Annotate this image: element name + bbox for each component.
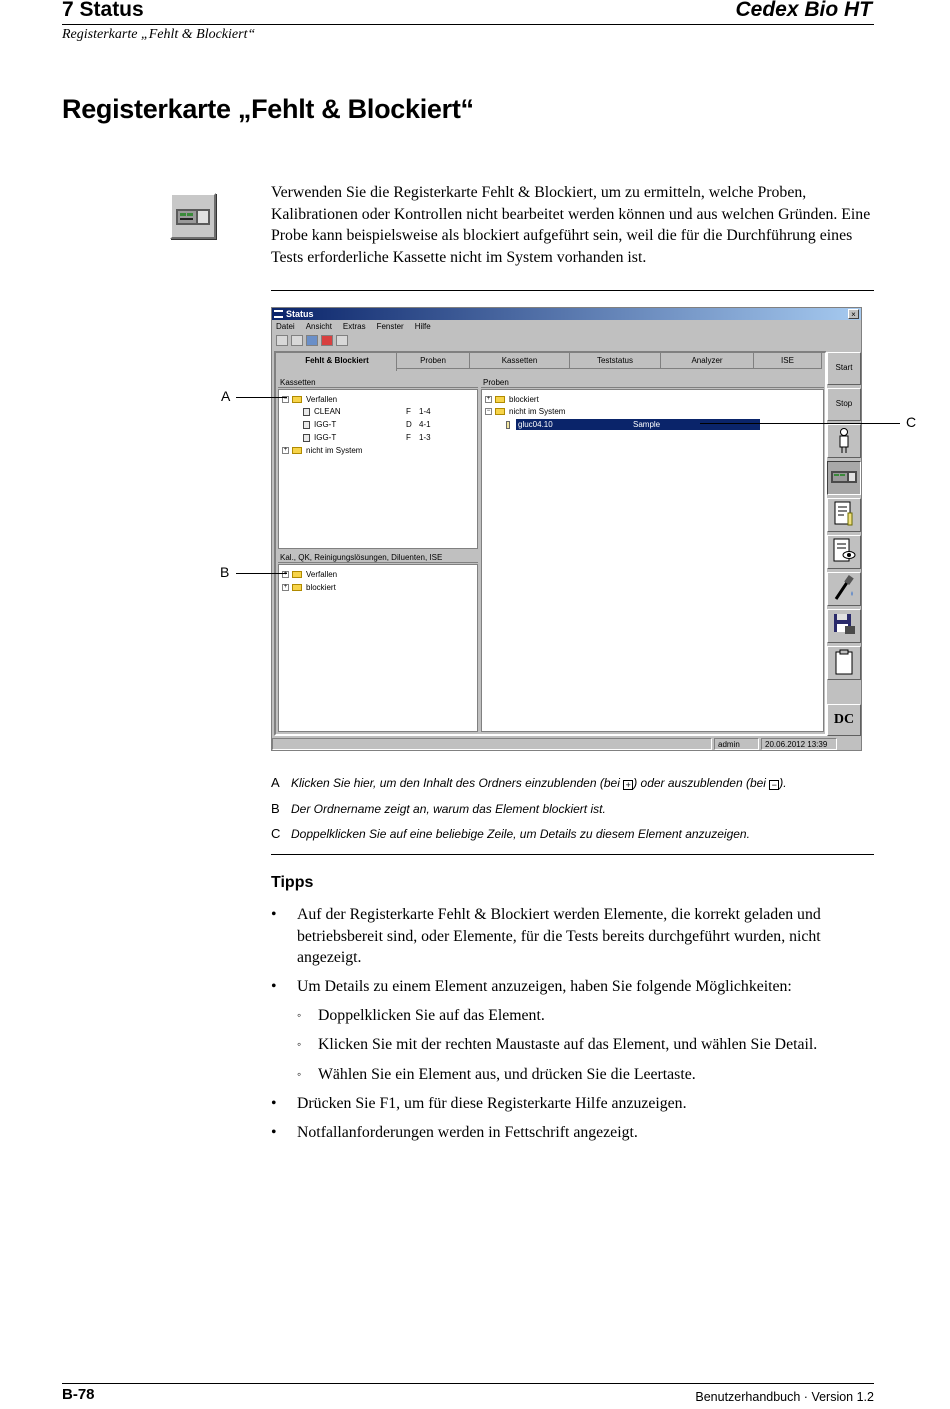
expand-toggle-icon[interactable]: + — [283, 447, 288, 454]
status-button-active[interactable] — [827, 461, 861, 495]
tree-row-sample-selected[interactable] — [506, 419, 760, 430]
status-message-field — [272, 738, 712, 750]
chapter-heading: 7 Status — [62, 0, 144, 21]
intro-paragraph: Verwenden Sie die Registerkarte Fehlt & Blockiert, um zu ermitteln, welche Proben, Kalibrationen oder Kontrollen nicht bearbeitet werden können und aus welchen Gründen. Eine Probe kann beispielsweise als blockiert aufgeführt sein, weil die für die Durchführung eines Tests erforderliche Kassette nicht im System vorhanden ist. — [271, 184, 871, 266]
menu-fenster[interactable]: Fenster — [376, 322, 404, 331]
status-window-screenshot — [271, 307, 862, 751]
selected-sample-highlight[interactable]: gluc04.10 Sample — [516, 419, 760, 430]
bullet: • — [271, 978, 277, 995]
calibration-tree — [278, 564, 478, 732]
legend-key: A — [271, 775, 280, 790]
plus-box-icon: + — [623, 780, 633, 790]
bullet: • — [271, 1124, 277, 1141]
tips-heading: Tipps — [271, 874, 314, 891]
stop-button[interactable]: Stop — [827, 388, 861, 421]
tab-analyzer[interactable]: Analyzer — [661, 353, 754, 369]
footer-rule — [62, 1383, 874, 1384]
expand-toggle-icon[interactable]: + — [486, 396, 491, 403]
section-rule-bottom — [271, 854, 874, 855]
tip-subitem: ◦ Wählen Sie ein Element aus, und drücken Sie die Leertaste. — [271, 1064, 876, 1086]
system-menu-icon[interactable] — [274, 310, 283, 318]
tab-missing-blocked[interactable]: Fehlt & Blockiert — [278, 353, 397, 371]
tree-row-cassette[interactable]: IGG-T D 4-1 — [303, 419, 473, 430]
dc-button[interactable]: DC — [827, 704, 861, 736]
cassettes-header: Kassetten — [278, 377, 478, 388]
pipette-icon — [831, 573, 857, 603]
callout-c: C — [906, 414, 917, 430]
tip-item: • Auf der Registerkarte Fehlt & Blockiert werden Elemente, die korrekt geladen und betriebsbereit sind, oder Elemente, für die Tests bereits durchgeführt wurden, nicht angezeigt. — [271, 906, 821, 966]
leader-line-a — [236, 397, 287, 398]
document-version: Benutzerhandbuch · Version 1.2 — [695, 1390, 874, 1404]
tree-folder-blocked[interactable]: + blockiert — [283, 583, 336, 592]
menu-hilfe[interactable]: Hilfe — [414, 322, 431, 331]
review-button[interactable] — [827, 535, 861, 569]
cassette-icon — [303, 421, 310, 429]
legend-text: Der Ordnername zeigt an, warum das Element blockiert ist. — [291, 802, 606, 816]
close-button[interactable]: × — [848, 309, 859, 319]
folder-icon — [495, 396, 505, 403]
menu-extras[interactable]: Extras — [342, 322, 366, 331]
menu-bar — [272, 321, 431, 333]
minus-box-icon: − — [769, 780, 779, 790]
backup-button[interactable] — [827, 609, 861, 643]
status-user: admin — [714, 738, 759, 750]
monitor-icon[interactable] — [306, 335, 318, 346]
print-icon[interactable] — [291, 335, 303, 346]
sub-bullet: ◦ — [297, 1067, 302, 1081]
tree-folder-blocked[interactable]: + blockiert — [486, 395, 539, 404]
tab-samples[interactable]: Proben — [397, 353, 470, 369]
tab-ise[interactable]: ISE — [754, 353, 822, 369]
status-bar — [272, 738, 861, 750]
eye-report-icon — [831, 536, 857, 566]
operator-button[interactable] — [827, 424, 861, 458]
section-rule-top — [271, 290, 874, 291]
report-icon — [832, 499, 856, 529]
legend-text: Doppelklicken Sie auf eine beliebige Zeile, um Details zu diesem Element anzuzeigen. — [291, 827, 750, 841]
legend-key: C — [271, 826, 281, 841]
tree-folder-not-in-system[interactable]: + nicht im System — [283, 446, 363, 455]
samples-tree — [481, 389, 824, 732]
tree-row-cassette[interactable]: IGG-T F 1-3 — [303, 432, 473, 443]
folder-icon — [495, 408, 505, 415]
folder-icon — [292, 584, 302, 591]
clipboard-button[interactable] — [827, 646, 861, 680]
status-datetime: 20.06.2012 13:39 — [761, 738, 837, 750]
toolbar — [276, 335, 348, 346]
tip-item: • Drücken Sie F1, um für diese Registerkarte Hilfe anzuzeigen. — [271, 1093, 876, 1115]
tree-folder-expired[interactable]: − Verfallen — [283, 395, 338, 404]
folder-icon — [292, 396, 302, 403]
cassette-icon — [303, 408, 310, 416]
folder-icon — [292, 447, 302, 454]
folder-icon — [292, 571, 302, 578]
sample-tube-icon — [506, 421, 510, 429]
calibration-header: Kal., QK, Reinigungslösungen, Diluenten, ISE — [278, 552, 478, 563]
floppy-disk-icon — [831, 610, 857, 640]
callout-a: A — [221, 388, 231, 404]
alarm-icon[interactable] — [321, 335, 333, 346]
tab-test-status[interactable]: Teststatus — [570, 353, 661, 369]
collapse-toggle-icon[interactable]: − — [283, 396, 288, 403]
callout-b: B — [220, 564, 230, 580]
page-number: B-78 — [62, 1386, 95, 1403]
collapse-toggle-icon[interactable]: − — [486, 408, 491, 415]
bullet: • — [271, 906, 277, 923]
start-button[interactable]: Start — [827, 352, 861, 385]
header-rule — [62, 24, 874, 25]
expand-toggle-icon[interactable]: + — [283, 571, 288, 578]
results-button[interactable] — [827, 498, 861, 532]
page-title: Registerkarte „Fehlt & Blockiert“ — [62, 94, 474, 124]
running-subtitle: Registerkarte „Fehlt & Blockiert“ — [62, 27, 256, 42]
tab-cassettes[interactable]: Kassetten — [470, 353, 570, 369]
legend-text: Klicken Sie hier, um den Inhalt des Ordners einzublenden (bei + ) oder auszublenden (bei − ). — [291, 776, 787, 790]
tree-row-cassette[interactable]: CLEAN F 1-4 — [303, 406, 473, 417]
tip-item: • Notfallanforderungen werden in Fettschrift angezeigt. — [271, 1122, 876, 1144]
tree-folder-not-in-system[interactable]: − nicht im System — [486, 407, 566, 416]
sub-bullet: ◦ — [297, 1037, 302, 1051]
leader-line-c — [700, 423, 900, 424]
menu-datei[interactable]: Datei — [276, 322, 295, 331]
sub-bullet: ◦ — [297, 1008, 302, 1022]
menu-ansicht[interactable]: Ansicht — [305, 322, 332, 331]
reagent-button[interactable] — [827, 572, 861, 606]
window-title: Status — [272, 308, 861, 320]
refresh-icon[interactable] — [276, 335, 288, 346]
tip-subitem: ◦ Klicken Sie mit der rechten Maustaste auf das Element, und wählen Sie Detail. — [271, 1034, 876, 1056]
bullet: • — [271, 1095, 277, 1112]
cassettes-tree — [278, 389, 478, 549]
tool-icon[interactable] — [336, 335, 348, 346]
tree-folder-expired[interactable]: + Verfallen — [283, 570, 338, 579]
missing-blocked-tab-icon — [170, 193, 216, 239]
analyzer-icon — [829, 462, 859, 492]
clipboard-icon — [832, 647, 856, 677]
samples-header: Proben — [481, 377, 824, 388]
product-name: Cedex Bio HT — [735, 0, 872, 21]
leader-line-b — [236, 573, 287, 574]
cassette-icon — [303, 434, 310, 442]
expand-toggle-icon[interactable]: + — [283, 584, 288, 591]
tip-item: • Um Details zu einem Element anzuzeigen, haben Sie folgende Möglichkeiten: — [271, 976, 876, 998]
legend-key: B — [271, 801, 280, 816]
person-icon — [836, 425, 852, 455]
tip-subitem: ◦ Doppelklicken Sie auf das Element. — [271, 1005, 876, 1027]
